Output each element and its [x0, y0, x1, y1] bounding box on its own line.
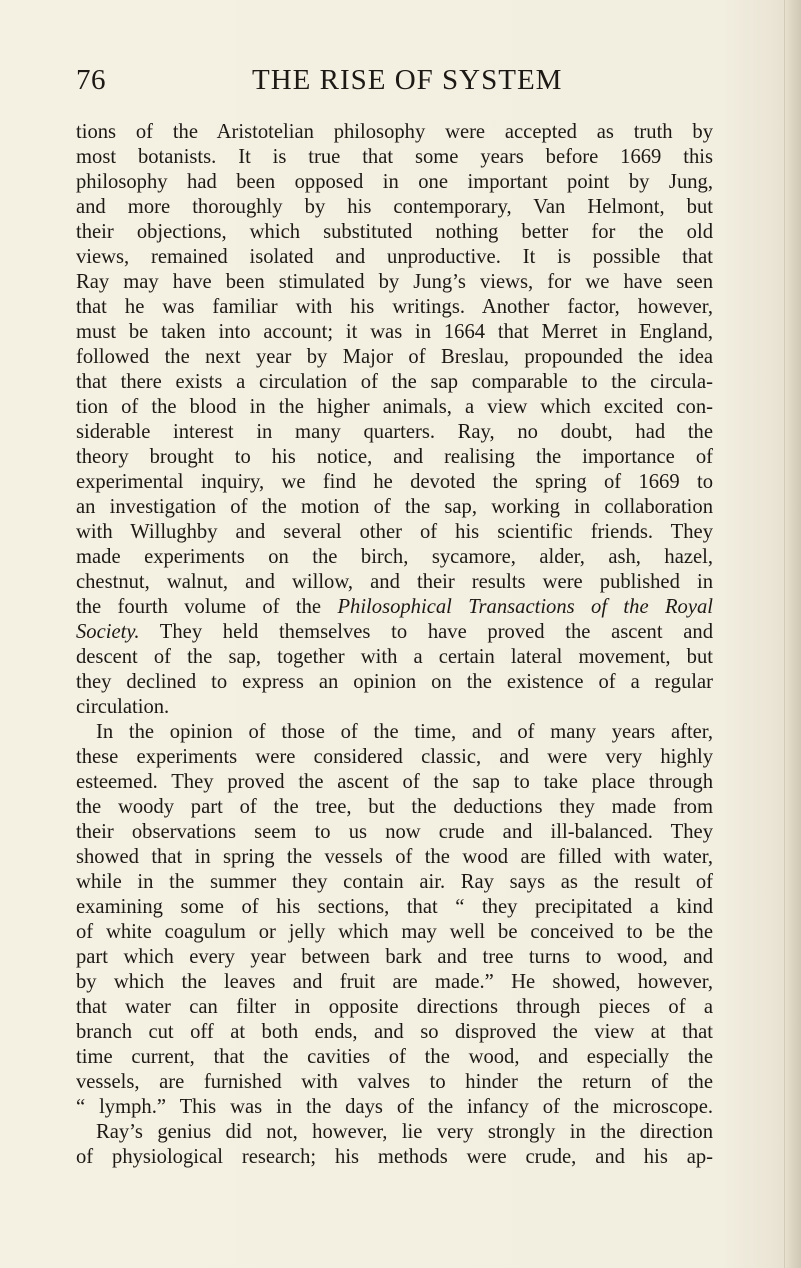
- italic-title: Society.: [76, 621, 140, 643]
- text-line: theory brought to his notice, and realising the importance of: [76, 446, 713, 468]
- page-binding-edge: [784, 0, 801, 1268]
- text-line-with-italic: [76, 595, 713, 620]
- text-line: part which every year between bark and tree turns to wood, and: [76, 946, 713, 968]
- text-line: time current, that the cavities of the wood, and especially the: [76, 1046, 713, 1068]
- text-line: philosophy had been opposed in one important point by Jung,: [76, 171, 713, 193]
- text-line: that he was familiar with his writings. Another factor, however,: [76, 296, 713, 318]
- text-line: siderable interest in many quarters. Ray, no doubt, had the: [76, 421, 713, 443]
- text-line: showed that in spring the vessels of the wood are filled with water,: [76, 846, 713, 868]
- page-number: 76: [76, 64, 106, 96]
- text-line: they declined to express an opinion on the existence of a regular: [76, 671, 713, 693]
- body-text: [76, 120, 713, 1170]
- text-line: In the opinion of those of the time, and of many years after,: [96, 721, 713, 743]
- text-line: an investigation of the motion of the sap, working in collaboration: [76, 496, 713, 518]
- text-line: these experiments were considered classic, and were very highly: [76, 746, 713, 768]
- italic-title: Philosophical Transactions of the Royal: [337, 596, 713, 618]
- text-line: experimental inquiry, we find he devoted the spring of 1669 to: [76, 471, 713, 493]
- text-line: with Willughby and several other of his scientific friends. They: [76, 521, 713, 543]
- text-line: most botanists. It is true that some years before 1669 this: [76, 146, 713, 168]
- page-header: [76, 63, 711, 99]
- text-line: that there exists a circulation of the sap comparable to the circula-: [76, 371, 713, 393]
- running-head: THE RISE OF SYSTEM: [252, 64, 563, 96]
- text-line: tions of the Aristotelian philosophy were accepted as truth by: [76, 121, 713, 143]
- text-line: followed the next year by Major of Breslau, propounded the idea: [76, 346, 713, 368]
- text-line: esteemed. They proved the ascent of the sap to take place through: [76, 771, 713, 793]
- text-line: the woody part of the tree, but the deductions they made from: [76, 796, 713, 818]
- text-line: by which the leaves and fruit are made.” He showed, however,: [76, 971, 713, 993]
- text-line: while in the summer they contain air. Ray says as the result of: [76, 871, 713, 893]
- text-line: views, remained isolated and unproductive. It is possible that: [76, 246, 713, 268]
- text-line: “ lymph.” This was in the days of the infancy of the microscope.: [76, 1096, 713, 1118]
- text-line: made experiments on the birch, sycamore, alder, ash, hazel,: [76, 546, 713, 568]
- text-line: circulation.: [76, 696, 170, 718]
- text-line: branch cut off at both ends, and so disproved the view at that: [76, 1021, 713, 1043]
- text-line: of white coagulum or jelly which may well be conceived to be the: [76, 921, 713, 943]
- text-line-with-italic: [76, 620, 713, 645]
- text-line: must be taken into account; it was in 1664 that Merret in England,: [76, 321, 713, 343]
- text-line: tion of the blood in the higher animals, a view which excited con-: [76, 396, 713, 418]
- text-line: their objections, which substituted nothing better for the old: [76, 221, 713, 243]
- text-line: chestnut, walnut, and willow, and their results were published in: [76, 571, 713, 593]
- text-line: vessels, are furnished with valves to hinder the return of the: [76, 1071, 713, 1093]
- text-line: of physiological research; his methods were crude, and his ap-: [76, 1146, 713, 1168]
- text-segment: They held themselves to have proved the ascent and: [139, 621, 713, 643]
- text-line: their observations seem to us now crude and ill-balanced. They: [76, 821, 713, 843]
- text-segment: the fourth volume of the: [76, 596, 338, 618]
- text-line: Ray’s genius did not, however, lie very strongly in the direction: [96, 1121, 713, 1143]
- text-line: Ray may have been stimulated by Jung’s views, for we have seen: [76, 271, 713, 293]
- text-line: examining some of his sections, that “ they precipitated a kind: [76, 896, 713, 918]
- text-line: and more thoroughly by his contemporary, Van Helmont, but: [76, 196, 713, 218]
- text-line: descent of the sap, together with a certain lateral movement, but: [76, 646, 713, 668]
- text-line: that water can filter in opposite directions through pieces of a: [76, 996, 713, 1018]
